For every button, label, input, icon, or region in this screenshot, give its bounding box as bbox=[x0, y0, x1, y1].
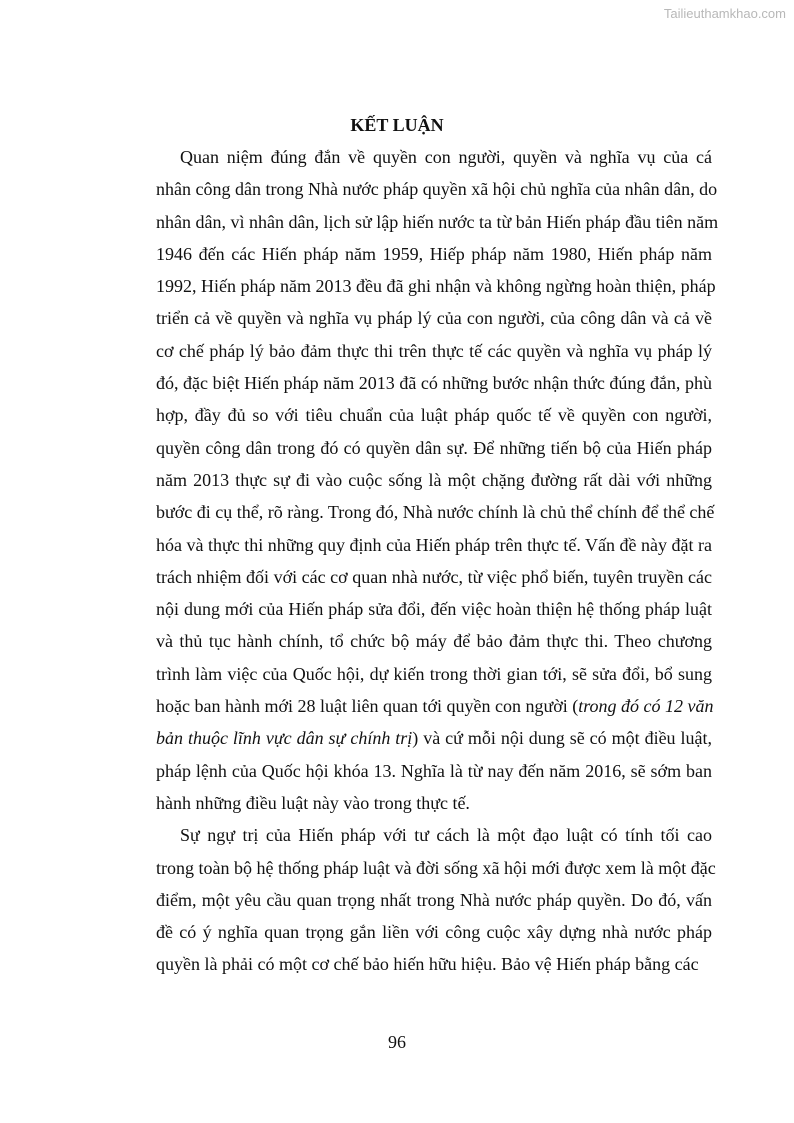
text-segment: trách nhiệm đối với các cơ quan nhà nước, từ việc phổ biến, tuyên truyền các bbox=[156, 566, 712, 587]
text-line bbox=[156, 302, 712, 334]
text-segment: bước đi cụ thể, rõ ràng. Trong đó, Nhà nước chính là chủ thể chính để thể chế bbox=[156, 502, 715, 523]
text-line bbox=[156, 206, 719, 238]
text-segment: và thủ tục hành chính, tổ chức bộ máy để bảo đảm thực thi. Theo chương bbox=[156, 631, 712, 652]
text-line bbox=[156, 173, 718, 205]
text-segment: trình làm việc của Quốc hội, dự kiến trong thời gian tới, sẽ sửa đổi, bổ sung bbox=[156, 663, 712, 684]
text-segment: hoặc ban hành mới 28 luật liên quan tới quyền con người ( bbox=[156, 696, 579, 717]
text-line bbox=[156, 722, 712, 754]
text-segment: nhân công dân trong Nhà nước pháp quyền xã hội chủ nghĩa của nhân dân, do bbox=[156, 179, 718, 200]
text-line bbox=[156, 367, 712, 399]
italic-text: trong đó có 12 văn bbox=[578, 696, 714, 717]
text-line bbox=[156, 270, 716, 302]
text-segment: năm 2013 thực sự đi vào cuộc sống là một chặng đường rất dài với những bbox=[156, 469, 712, 490]
watermark: Tailieuthamkhao.com bbox=[663, 6, 786, 21]
text-line bbox=[156, 335, 712, 367]
text-line bbox=[156, 593, 712, 625]
text-segment: hành những điều luật này vào trong thực tế. bbox=[156, 792, 470, 813]
text-segment: nhân dân, vì nhân dân, lịch sử lập hiến nước ta từ bản Hiến pháp đầu tiên năm bbox=[156, 211, 719, 232]
text-line bbox=[156, 238, 712, 270]
text-segment: 1946 đến các Hiến pháp năm 1959, Hiếp pháp năm 1980, Hiến pháp năm bbox=[156, 243, 712, 264]
text-segment: đề có ý nghĩa quan trọng gắn liền với công cuộc xây dựng nhà nước pháp bbox=[156, 922, 712, 943]
text-line bbox=[156, 432, 712, 464]
text-line bbox=[156, 948, 712, 980]
text-segment: triển cả về quyền và nghĩa vụ pháp lý của con người, của công dân và cả về bbox=[156, 308, 712, 329]
text-line bbox=[156, 464, 712, 496]
text-line bbox=[156, 496, 715, 528]
text-segment: trong toàn bộ hệ thống pháp luật và đời sống xã hội mới được xem là một đặc bbox=[156, 857, 716, 878]
text-line bbox=[156, 884, 712, 916]
italic-text: bản thuộc lĩnh vực dân sự chính trị bbox=[156, 728, 413, 749]
text-line bbox=[156, 625, 712, 657]
text-line bbox=[156, 529, 712, 561]
text-segment: quyền công dân trong đó có quyền dân sự. Để những tiến bộ của Hiến pháp bbox=[156, 437, 712, 458]
text-line bbox=[156, 399, 712, 431]
text-segment: đó, đặc biệt Hiến pháp năm 2013 đã có những bước nhận thức đúng đắn, phù bbox=[156, 373, 712, 394]
page-title: KẾT LUẬN bbox=[350, 115, 444, 135]
text-segment: nội dung mới của Hiến pháp sửa đổi, đến việc hoàn thiện hệ thống pháp luật bbox=[156, 599, 712, 620]
text-line bbox=[156, 755, 712, 787]
text-segment: 1992, Hiến pháp năm 2013 đều đã ghi nhận và không ngừng hoàn thiện, pháp bbox=[156, 276, 716, 297]
text-line bbox=[156, 916, 712, 948]
text-segment: Sự ngự trị của Hiến pháp với tư cách là một đạo luật có tính tối cao bbox=[180, 825, 712, 846]
text-segment: ) và cứ mỗi nội dung sẽ có một điều luật, bbox=[412, 728, 713, 749]
text-line bbox=[156, 787, 712, 819]
text-line bbox=[156, 561, 712, 593]
text-line bbox=[156, 819, 712, 851]
text-segment: hóa và thực thi những quy định của Hiến pháp trên thực tế. Vấn đề này đặt ra bbox=[156, 534, 712, 555]
text-segment: điểm, một yêu cầu quan trọng nhất trong Nhà nước pháp quyền. Do đó, vấn bbox=[156, 889, 712, 910]
text-line bbox=[156, 852, 716, 884]
document-body bbox=[156, 141, 719, 981]
text-segment: hợp, đầy đủ so với tiêu chuẩn của luật pháp quốc tế về quyền con người, bbox=[156, 405, 712, 426]
text-line bbox=[156, 658, 712, 690]
text-segment: cơ chế pháp lý bảo đảm thực thi trên thực tế các quyền và nghĩa vụ pháp lý bbox=[156, 340, 712, 361]
page-number: 96 bbox=[388, 1032, 406, 1052]
text-segment: pháp lệnh của Quốc hội khóa 13. Nghĩa là từ nay đến năm 2016, sẽ sớm ban bbox=[156, 760, 712, 781]
text-segment: Quan niệm đúng đắn về quyền con người, quyền và nghĩa vụ của cá bbox=[180, 147, 712, 167]
text-segment: quyền là phải có một cơ chế bảo hiến hữu hiệu. Bảo vệ Hiến pháp bằng các bbox=[156, 954, 699, 975]
text-line bbox=[156, 141, 712, 173]
text-line bbox=[156, 690, 712, 722]
